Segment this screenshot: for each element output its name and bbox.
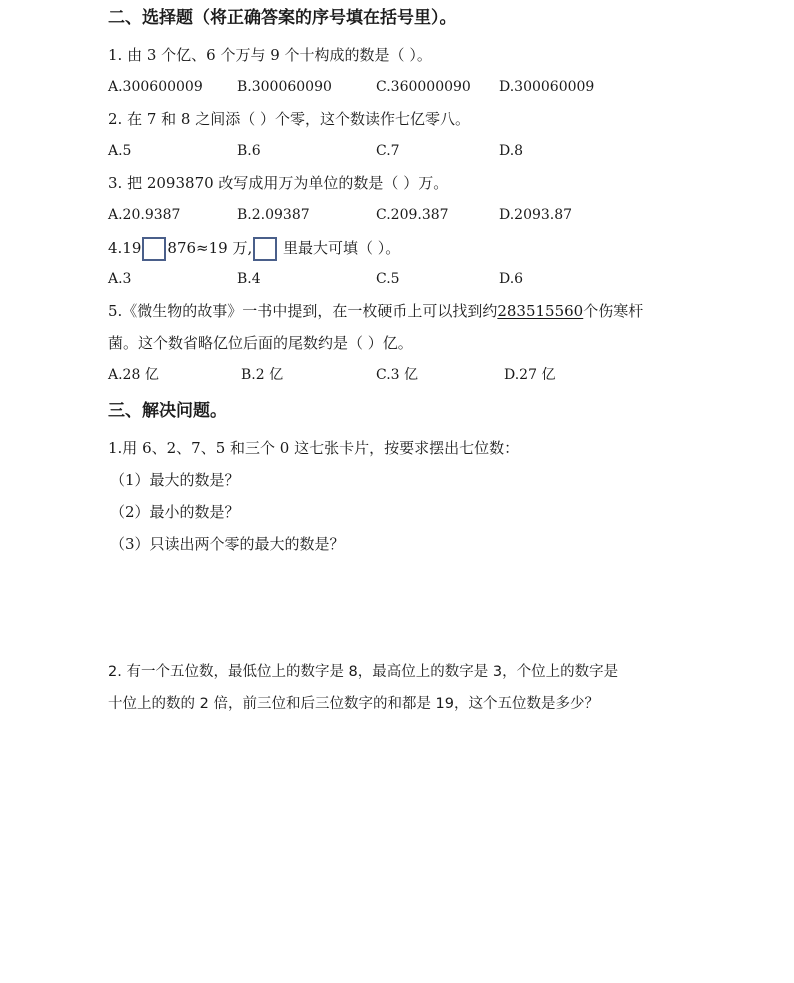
option-d: D.300060009 [499,79,595,95]
option-d: D.27 亿 [504,367,556,383]
option-b: B.4 [237,271,261,287]
option-c: C.5 [376,271,400,287]
option-c: C.3 亿 [376,367,419,383]
blank-box [142,237,166,261]
problem-1-text: 1.用 6、2、7、5 和三个 0 这七张卡片，按要求摆出七位数： [108,439,520,457]
question-3-text: 3. 把 2093870 改写成用万为单位的数是（ ）万。 [108,174,449,192]
option-a: A.300600009 [108,79,203,95]
problem-1-part-3: （3）只读出两个零的最大的数是？ [110,535,345,553]
question-5-text [108,301,643,321]
question-5-text-line2: 菌。这个数省略亿位后面的尾数约是（ ）亿。 [108,334,413,352]
option-a: A.5 [108,143,132,159]
question-2-text: 2. 在 7 和 8 之间添（ ）个零，这个数读作七亿零八。 [108,110,471,128]
section3-heading: 三、解决问题。 [108,401,227,421]
question-4-part-b: 876≈19 万, [167,239,253,257]
option-b: B.6 [237,143,261,159]
problem-1-part-1: （1）最大的数是？ [110,471,240,489]
problem-2-line1: 2. 有一个五位数，最低位上的数字是 8，最高位上的数字是 3，个位上的数字是 [108,664,619,680]
option-c: C.7 [376,143,400,159]
section2-heading: 二、选择题（将正确答案的序号填在括号里）。 [108,8,457,28]
option-a: A.28 亿 [108,367,159,383]
problem-2-line2: 十位上的数的 2 倍，前三位和后三位数字的和都是 19，这个五位数是多少？ [108,696,600,712]
question-4-part-c: 里最大可填（ ）。 [283,239,401,257]
question-4-part-a: 4.19 [108,239,142,257]
question-5-part-a: 5.《微生物的故事》一书中提到，在一枚硬币上可以找到约 [108,302,498,320]
question-1-text: 1. 由 3 个亿、6 个万与 9 个十构成的数是（ ）。 [108,46,432,64]
option-d: D.2093.87 [499,207,573,223]
option-b: B.2 亿 [241,367,284,383]
option-d: D.6 [499,271,524,287]
option-d: D.8 [499,143,524,159]
option-b: B.300060090 [237,79,332,95]
blank-box [253,237,277,261]
option-b: B.2.09387 [237,207,310,223]
option-a: A.3 [108,271,132,287]
option-a: A.20.9387 [108,207,181,223]
underlined-number: 283515560 [497,302,584,320]
question-4-text [108,235,400,261]
problem-1-part-2: （2）最小的数是？ [110,503,240,521]
option-c: C.360000090 [376,79,471,95]
option-c: C.209.387 [376,207,449,223]
question-5-part-b: 个伤寒杆 [583,302,644,320]
